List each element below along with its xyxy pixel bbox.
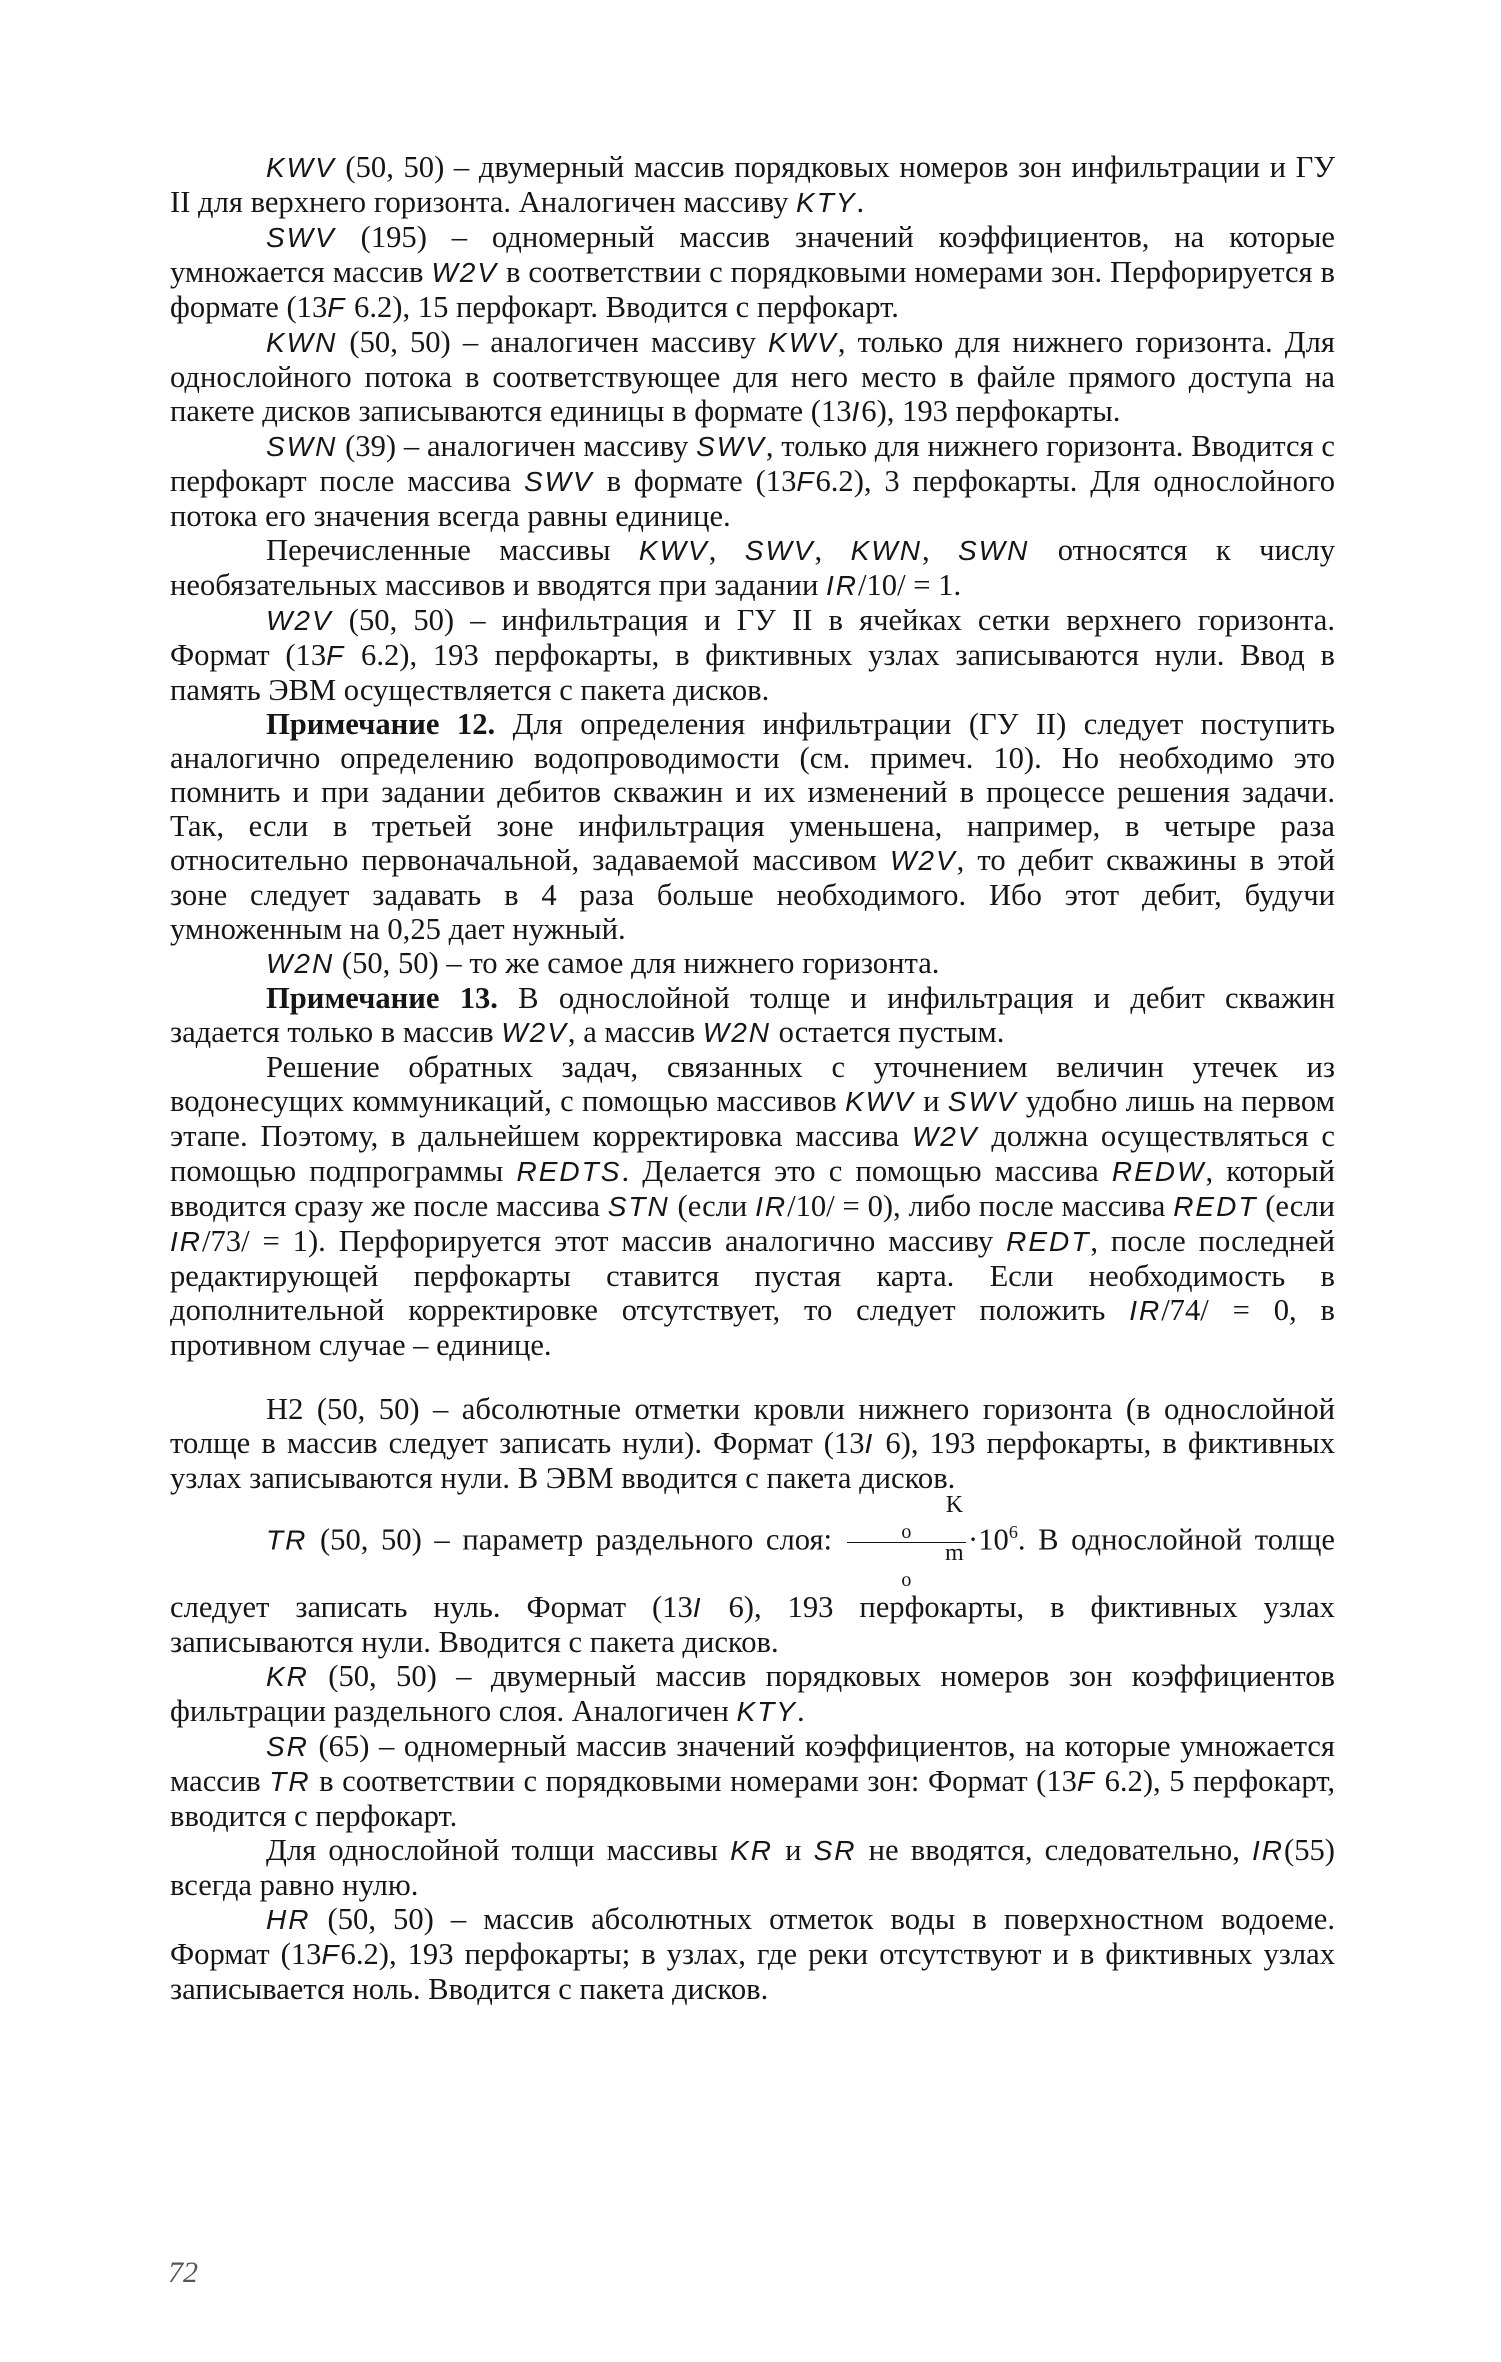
array-name: I [864, 1428, 875, 1459]
array-name: IR [826, 570, 858, 601]
array-name: W2V [889, 845, 957, 876]
text-run: (50, 50) – двумерный массив порядковых номеров зон коэффициентов фильтрации раздельного слоя. Аналогичен [170, 1658, 1335, 1728]
paragraph [170, 533, 1335, 603]
array-name: SWV [744, 535, 815, 566]
text-run: относятся к числу необязательных массивов и вводятся при задании [170, 533, 1336, 602]
paragraph [170, 220, 1335, 325]
text-run: (50, 50) – то же самое для нижнего горизонта. [334, 946, 940, 980]
text-run: , только для нижнего горизонта. Для однослойного потока в соответствующее для него место в файле прямого доступа на пакете дисков записываются единицы в формате (13 [170, 325, 1336, 428]
text-run: /74/ = 0, в противном случае – единице. [170, 1293, 1335, 1362]
text-run: (39) – аналогичен массиву [337, 429, 697, 463]
paragraph [170, 1729, 1335, 1833]
array-name: KR [266, 1660, 309, 1692]
array-name: IR [1252, 1834, 1285, 1866]
text-run: (65) – одномерный массив значений коэффициентов, на которые умножается массив [170, 1728, 1335, 1798]
array-name: REDW [1111, 1156, 1206, 1187]
text-run: 6.2), 193 перфокарты; в узлах, где реки отсутствуют и в фиктивных узлах записывается ноль. Вводится с пакета дисков. [170, 1936, 1335, 2006]
array-name: KWV [845, 1086, 915, 1117]
paragraph [170, 946, 1335, 981]
superscript: 6 [1008, 1522, 1018, 1543]
paragraph [170, 1392, 1335, 1495]
paragraph [170, 429, 1335, 533]
array-name: KR [730, 1834, 773, 1866]
paragraph [170, 1902, 1335, 2006]
text-run: /10/ = 0), либо после массива [787, 1189, 1174, 1223]
array-name: F [321, 1938, 341, 1970]
array-name: TR [269, 1765, 311, 1797]
array-name: TR [266, 1524, 308, 1556]
text-run: (55) всегда равно нулю. [170, 1832, 1335, 1902]
array-name: SWN [958, 535, 1030, 566]
text-run: 6), 193 перфокарты, в фиктивных узлах записываются нули. Вводится с пакета дисков. [170, 1589, 1335, 1659]
text-run: 6), 193 перфокарты. [861, 394, 1121, 428]
array-name: W2N [266, 948, 335, 979]
text-run: в формате (13 [593, 464, 797, 498]
text-run: , [708, 533, 745, 567]
fraction-denominator: m [945, 1539, 964, 1566]
text-run: , а массив [567, 1015, 703, 1049]
array-name: IR [1129, 1295, 1162, 1326]
text-run: (50, 50) – массив абсолютных отметок воды в поверхностном водоеме. Формат (13 [170, 1901, 1335, 1971]
array-name: F [326, 640, 346, 671]
text-run: в соответствии с порядковыми номерами зон. Перфорируется в формате (13 [170, 255, 1335, 324]
array-name: W2V [501, 1017, 568, 1048]
text-run: не вводятся, следовательно, [856, 1832, 1253, 1867]
array-name: KWN [266, 327, 338, 358]
text-run: , после последней редактирующей перфокарты ставится пустая карта. Если необходимость в дополнительной корректировке отсутствует, то следует положить [170, 1224, 1335, 1327]
text-run: . [797, 1693, 805, 1728]
paragraph [170, 1833, 1335, 1902]
text-run: должна осуществляться с помощью подпрограммы [170, 1119, 1335, 1188]
array-name: SWV [266, 222, 336, 253]
text-run: и [914, 1084, 948, 1118]
array-name: W2V [431, 257, 499, 288]
array-name: W2N [702, 1017, 772, 1048]
page-number: 72 [168, 2256, 198, 2289]
array-name: KWV [638, 535, 709, 566]
text-run: H2 (50, 50) – абсолютные отметки кровли нижнего горизонта (в однослойной толще в массив следует записать нули). Формат (13 [170, 1392, 1335, 1460]
fraction-numerator-subscript: o [901, 1520, 912, 1543]
text-run: , который вводится сразу же после массива [170, 1154, 1335, 1223]
array-name: I [692, 1591, 703, 1623]
text-run: ·10 [968, 1522, 1009, 1557]
text-run: Для определения инфильтрации (ГУ II) следует поступить аналогично определению водопроводимости (см. примеч. 10). Но необходимо это помнить и при задании дебитов скважин и их изменений в процессе решения задачи. Так, если в третьей зоне инфильтрация уменьшена, например, в четыре раза относительно первоначальной, задаваемой массивом [170, 707, 1336, 877]
text-run: /73/ = 1). Перфорируется этот массив аналогично массиву [202, 1224, 1007, 1258]
text-run: 6.2), 5 перфокарт, вводится с перфокарт. [170, 1763, 1336, 1833]
text-run: (50, 50) – двумерный массив порядковых номеров зон инфильтрации и ГУ II для верхнего горизонта. Аналогичен массиву [170, 150, 1335, 219]
text-run: , [921, 533, 958, 567]
text-run: 6.2), 15 перфокарт. Вводится с перфокарт. [346, 290, 899, 324]
body-text [170, 150, 1335, 2006]
fraction-numerator: K [945, 1492, 964, 1518]
array-name: F [327, 292, 347, 323]
array-name: SWV [696, 431, 766, 462]
text-run: , [814, 533, 851, 567]
text-run: (если [669, 1189, 756, 1223]
text-run: и [772, 1832, 814, 1867]
array-name: STN [607, 1191, 670, 1222]
array-name: I [851, 396, 862, 427]
text-run: . Делается это с помощью массива [621, 1154, 1112, 1188]
paragraph [170, 1492, 1335, 1659]
array-name: IR [755, 1191, 788, 1222]
array-name: W2V [911, 1121, 979, 1152]
array-name: HR [266, 1903, 311, 1935]
text-run: , только для нижнего горизонта. Вводится с перфокарт после массива [170, 429, 1335, 498]
array-name: KTY [796, 187, 857, 218]
paragraph [170, 325, 1335, 429]
array-name: KWV [768, 327, 838, 358]
text-run: (195) – одномерный массив значений коэффициентов, на которые умножается массив [170, 220, 1335, 289]
text-run: (50, 50) – параметр раздельного слоя: [307, 1522, 845, 1557]
text-run: , то дебит скважины в этой зоне следует задавать в 4 раза больше необходимого. Ибо этот дебит, будучи умноженным на 0,25 дает нужный. [170, 843, 1335, 946]
array-name: W2V [266, 605, 333, 636]
array-name: REDTS [516, 1156, 622, 1187]
text-run: удобно лишь на первом этапе. Поэтому, в дальнейшем корректировка массива [170, 1084, 1335, 1153]
text-run: (50, 50) – инфильтрация и ГУ II в ячейках сетки верхнего горизонта. Формат (13 [170, 603, 1335, 672]
note-heading: Примечание 12. [266, 707, 496, 741]
array-name: IR [170, 1226, 202, 1257]
array-name: SWV [523, 466, 594, 497]
text-run: . В однослойной толще следует записать нуль. Формат (13 [170, 1522, 1335, 1624]
text-run: Перечисленные массивы [266, 533, 639, 567]
array-name: SR [813, 1834, 857, 1866]
text-run: (если [1257, 1189, 1335, 1223]
text-run: 6), 193 перфокарты, в фиктивных узлах записываются нули. В ЭВМ вводится с пакета дисков. [170, 1426, 1335, 1495]
array-name: F [1076, 1765, 1097, 1797]
paragraph [170, 150, 1335, 220]
array-name: REDT [1006, 1226, 1091, 1257]
array-name: F [796, 466, 816, 497]
paragraph [170, 1050, 1335, 1362]
array-name: KTY [736, 1695, 797, 1727]
note-heading: Примечание 13. [266, 981, 498, 1015]
paragraph [170, 981, 1335, 1050]
text-run: в соответствии с порядковыми номерами зон: Формат (13 [310, 1763, 1077, 1798]
array-name: SWN [266, 431, 338, 462]
text-run: Решение обратных задач, связанных с уточнением величин утечек из водонесущих коммуникаций, с помощью массивов [170, 1050, 1335, 1118]
array-name: KWV [266, 152, 336, 183]
text-run: . [856, 185, 865, 219]
paragraph [170, 707, 1335, 946]
text-run: 6.2), 193 перфокарты, в фиктивных узлах записываются нули. Ввод в память ЭВМ осуществляется с пакета дисков. [170, 638, 1335, 707]
text-run: /10/ = 1. [858, 568, 962, 602]
text-run: 6.2), 3 перфокарты. Для однослойного потока его значения всегда равны единице. [170, 464, 1336, 533]
text-run: В однослойной толще и инфильтрация и дебит скважин задается только в массив [170, 981, 1335, 1049]
fraction [847, 1492, 966, 1591]
paragraph [170, 1659, 1335, 1729]
text-run: Для однослойной толщи массивы [266, 1832, 731, 1867]
text-run: (50, 50) – аналогичен массиву [337, 325, 769, 359]
fraction-denominator-subscript: o [901, 1568, 912, 1591]
array-name: SR [266, 1730, 309, 1762]
array-name: KWN [850, 535, 922, 566]
paragraph [170, 603, 1335, 707]
text-run: остается пустым. [771, 1015, 1005, 1049]
array-name: REDT [1173, 1191, 1258, 1222]
array-name: SWV [947, 1086, 1018, 1117]
